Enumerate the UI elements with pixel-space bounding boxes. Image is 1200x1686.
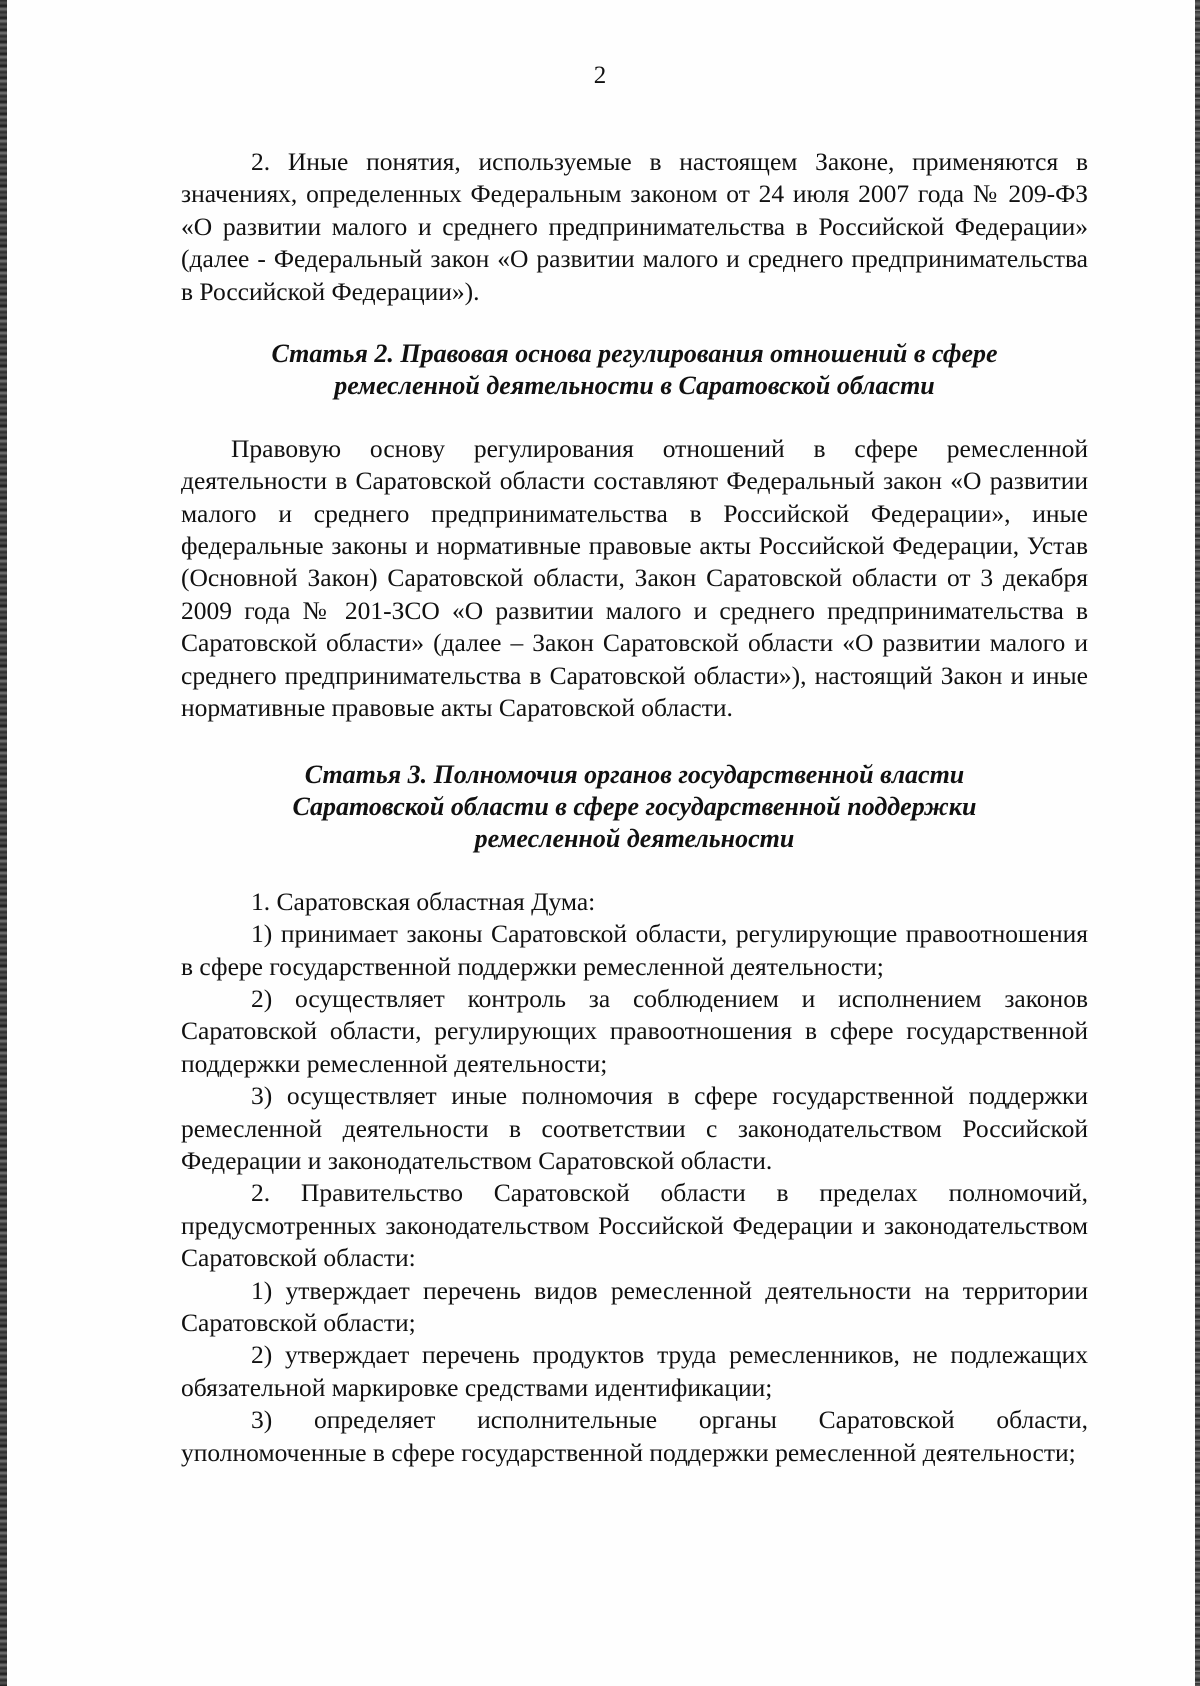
list-item-government-1: 1) утверждает перечень видов ремесленной деятельности на территории Саратовской области; (181, 1275, 1088, 1337)
article-3-heading-line: Статья 3. Полномочия органов государственной власти (304, 759, 965, 789)
article-3-heading (181, 759, 1088, 856)
paragraph-legal-basis: Правовую основу регулирования отношений в сфере ремесленной деятельности в Саратовской области составляют Федеральный закон «О развитии малого и среднего предпринимательства в Российской Федерации», иные федеральные законы и нормативные правовые акты Российской Федерации, Устав (Основной Закон) Саратовской области, Закон Саратовской области от 3 декабря 2009 года № 201-ЗСО «О развитии малого и среднего предпринимательства в Саратовской области» (далее – Закон Саратовской области «О развитии малого и среднего предпринимательства в Саратовской области»), настоящий Закон и иные нормативные правовые акты Саратовской области. (181, 433, 1088, 723)
article-3-heading-line: Саратовской области в сфере государственной поддержки (292, 791, 977, 821)
article-3-heading-line: ремесленной деятельности (474, 824, 795, 854)
list-item-duma-3: 3) осуществляет иные полномочия в сфере государственной поддержки ремесленной деятельности в соответствии с законодательством Российской Федерации и законодательством Саратовской области. (181, 1081, 1088, 1175)
list-item-duma-2: 2) осуществляет контроль за соблюдением и исполнением законов Саратовской области, регулирующих правоотношения в сфере государственной поддержки ремесленной деятельности; (181, 983, 1088, 1078)
list-item-duma-1: 1) принимает законы Саратовской области, регулирующие правоотношения в сфере государственной поддержки ремесленной деятельности; (181, 919, 1088, 981)
paragraph-duma: 1. Саратовская областная Дума: (251, 886, 596, 916)
scan-edge-left (0, 0, 7, 1686)
list-item-government-3: 3) определяет исполнительные органы Саратовской области, уполномоченные в сфере государственной поддержки ремесленной деятельности; (181, 1405, 1088, 1467)
document-body (181, 146, 1088, 1469)
article-2-heading-line: Статья 2. Правовая основа регулирования отношений в сфере (271, 339, 998, 369)
article-2-heading (181, 338, 1088, 403)
list-item-government-2: 2) утверждает перечень продуктов труда ремесленников, не подлежащих обязательной маркировке средствами идентификации; (181, 1340, 1088, 1402)
page-number: 2 (593, 62, 607, 89)
scan-edge-right (1195, 0, 1200, 1686)
paragraph-government: 2. Правительство Саратовской области в пределах полномочий, предусмотренных законодательством Российской Федерации и законодательством Саратовской области: (181, 1178, 1088, 1273)
article-2-heading-line: ремесленной деятельности в Саратовской области (334, 371, 935, 401)
paragraph-definitions: 2. Иные понятия, используемые в настоящем Законе, применяются в значениях, определенных Федеральным законом от 24 июля 2007 года № 209-ФЗ «О развитии малого и среднего предпринимательства в Российской Федерации» (далее - Федеральный закон «О развитии малого и среднего предпринимательства в Российской Федерации»). (181, 147, 1088, 306)
